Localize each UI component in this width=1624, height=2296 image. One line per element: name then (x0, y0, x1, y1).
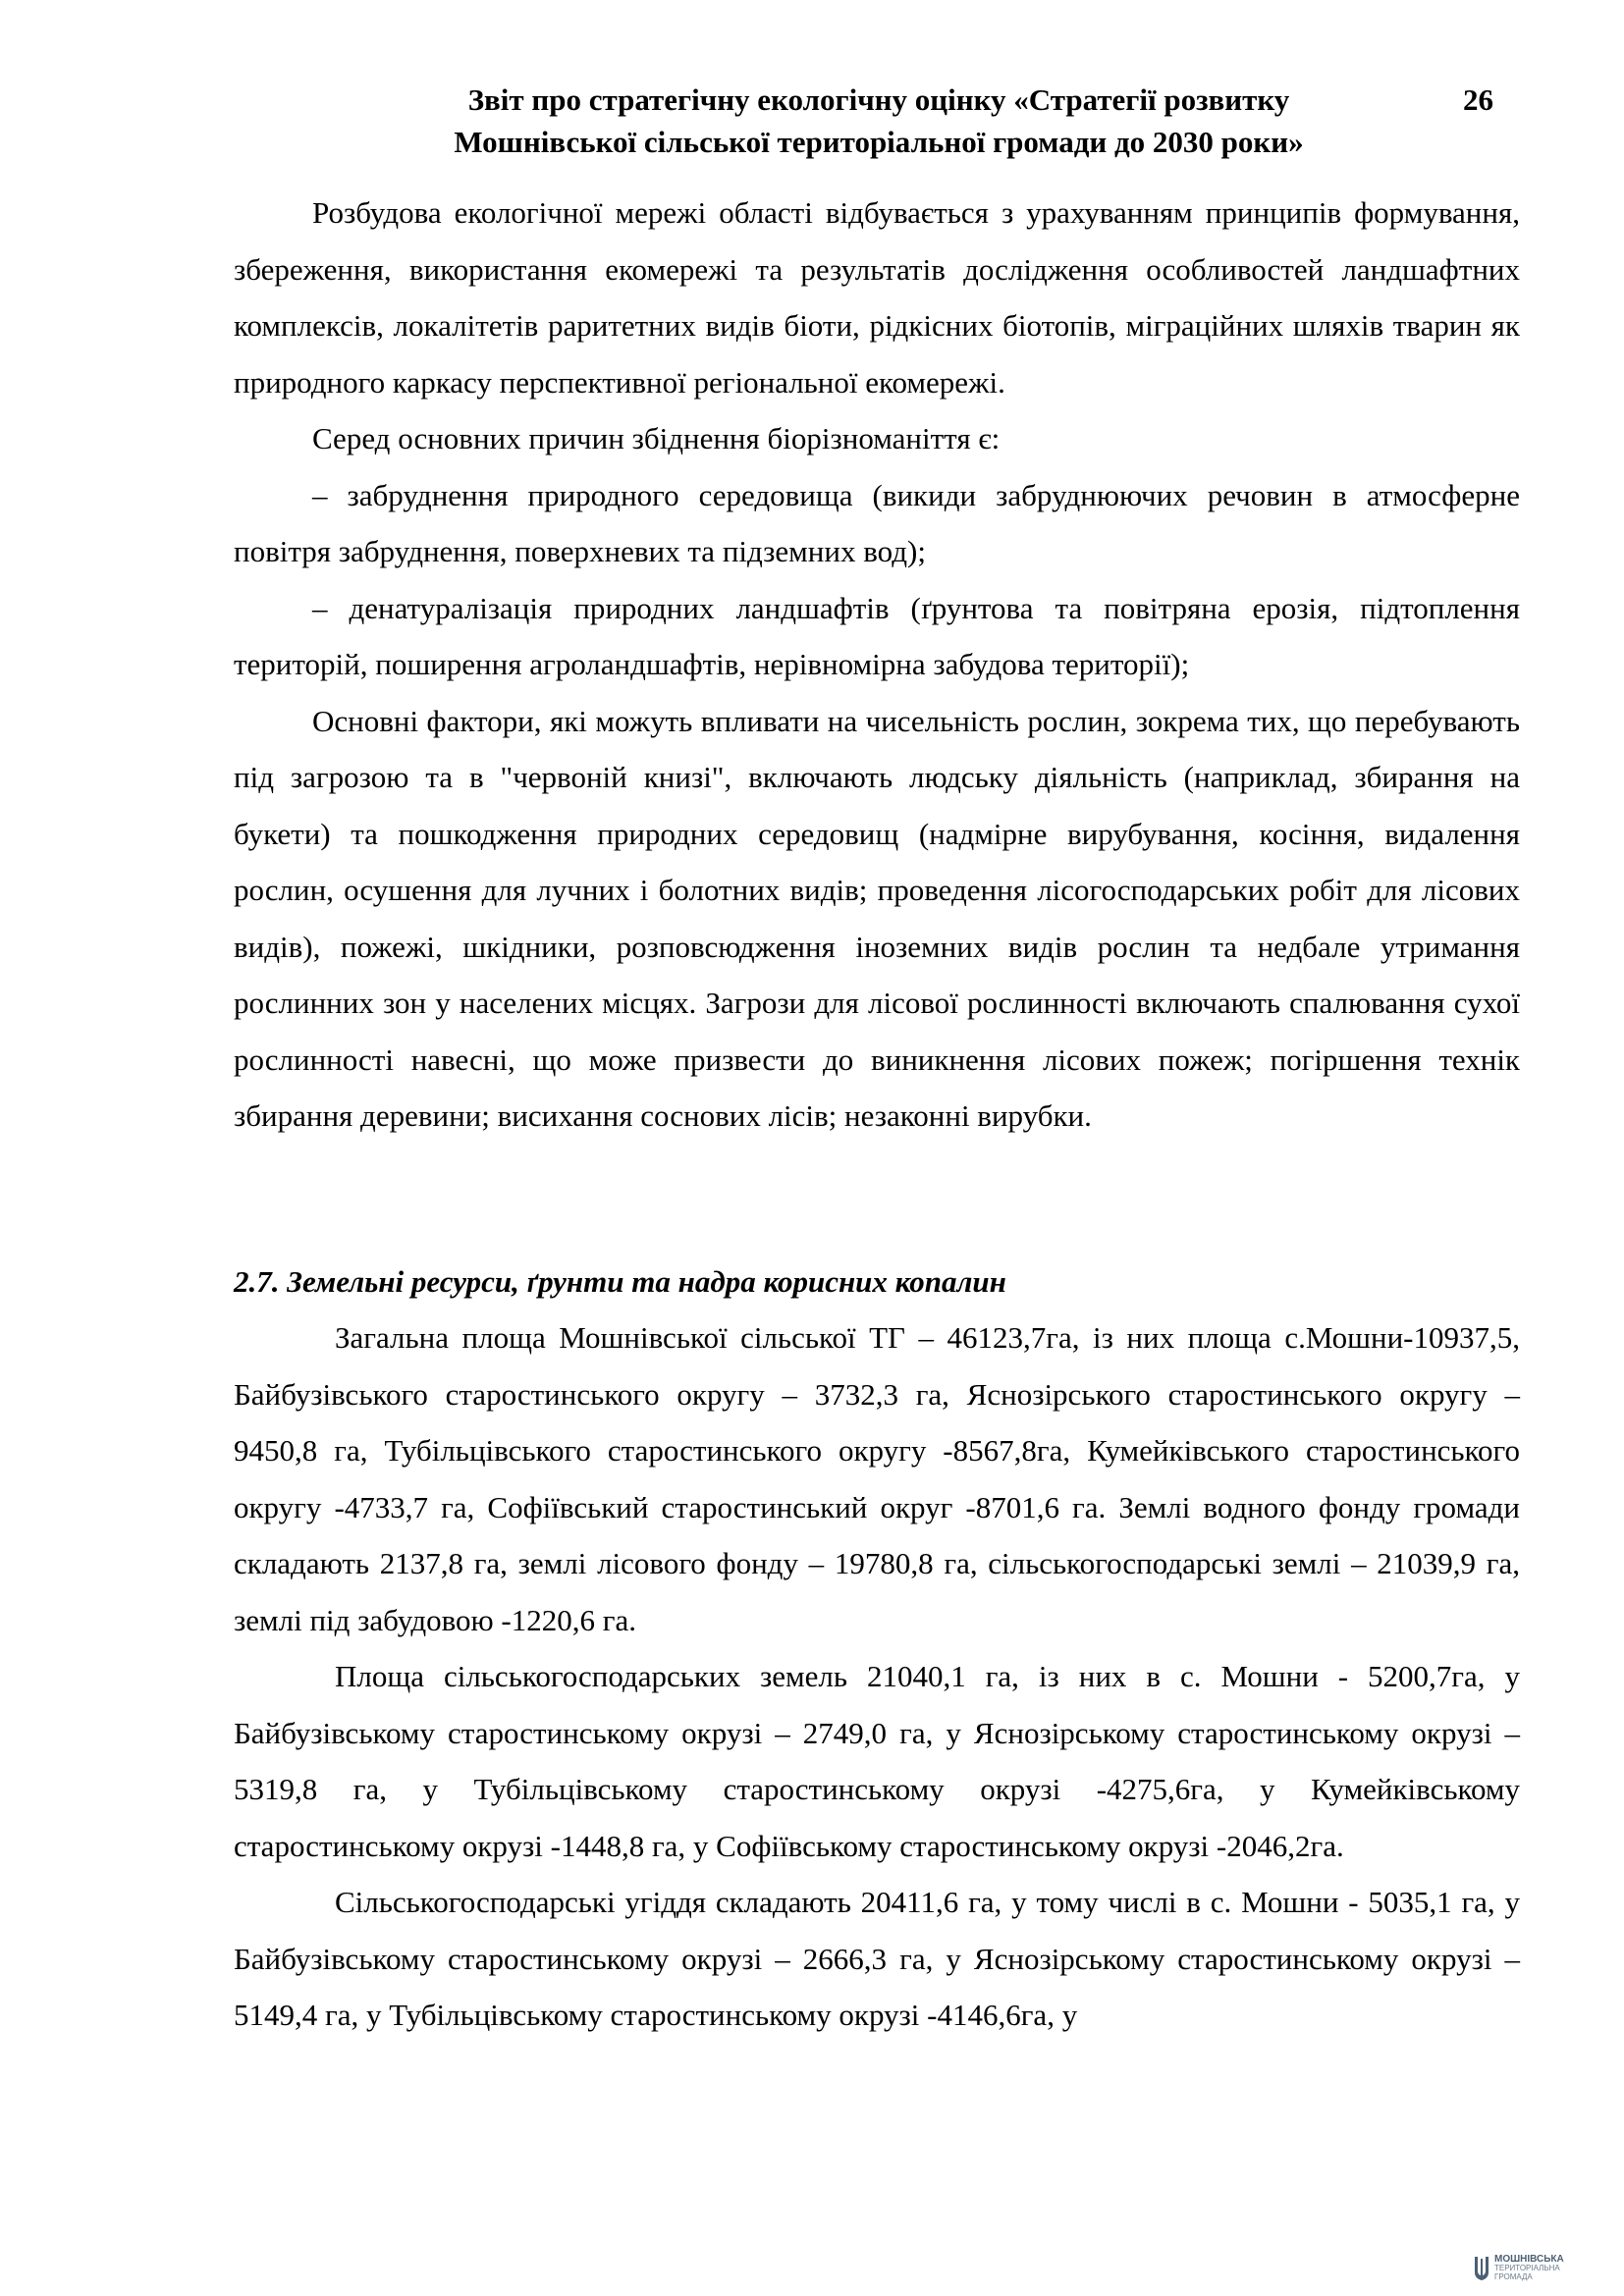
header-title-line2: Мошнівської сільської територіальної громади до 2030 роки» (454, 125, 1304, 159)
paragraph-land-total: Загальна площа Мошнівської сільської ТГ – 46123,7га, із них площа с.Мошни-10937,5, Байбузівського старостинського округу – 3732,3 га, Яснозірського старостинського округу – 9450,8 га, Тубільцівського старостинського округу -8567,8га, Кумейківського старостинського округу -4733,7 га, Софіївський старостинський округ -8701,6 га. Землі водного фонду громади складають 2137,8 га, землі лісового фонду – 19780,8 га, сільськогосподарські землі – 21039,9 га, землі під забудовою -1220,6 га. (234, 1320, 1520, 1637)
paragraph-causes-intro: Серед основних причин збіднення біорізноманіття є: (312, 421, 1001, 455)
paragraph-eco-network: Розбудова екологічної мережі області відбувається з урахуванням принципів формування, збереження, використання екомережі та результатів дослідження особливостей ландшафтних комплексів, локалітетів раритетних видів біоти, рідкісних біотопів, міграційних шляхів тварин як природного каркасу перспективної регіональної екомережі. (234, 195, 1520, 400)
header-title-line1: Звіт про стратегічну екологічну оцінку «Стратегії розвитку (467, 82, 1290, 117)
paragraph-agri-holdings: Сільськогосподарські угіддя складають 20411,6 га, у тому числі в с. Мошни - 5035,1 га, у Байбузівському старостинському окрузі – 2666,3 га, у Яснозірському старостинському окрузі – 5149,4 га, у Тубільцівському старостинському окрузі -4146,6га, у (234, 1885, 1520, 2032)
document-body (234, 185, 1520, 2044)
community-logo (1473, 2253, 1564, 2282)
logo-text (1494, 2255, 1564, 2281)
page-number: 26 (1463, 82, 1493, 117)
trident-emblem-icon (1473, 2253, 1490, 2282)
paragraph-factors: Основні фактори, які можуть впливати на чисельність рослин, зокрема тих, що перебувають під загрозою та в "червоній книзі", включають людську діяльність (наприклад, збирання на букети) та пошкодження природних середовищ (надмірне вирубування, косіння, видалення рослин, осушення для лучних і болотних видів; проведення лісогосподарських робіт для лісових видів), пожежі, шкідники, розповсюдження іноземних видів рослин та недбале утримання рослинних зон у населених місцях. Загрози для лісової рослинності включають спалювання сухої рослинності навесні, що може призвести до виникнення лісових пожеж; погіршення технік збирання деревини; висихання соснових лісів; незаконні вирубки. (234, 703, 1520, 1133)
logo-line3: ГРОМАДА (1494, 2271, 1533, 2281)
section-heading: 2.7. Земельні ресурси, ґрунти та надра корисних копалин (234, 1263, 1006, 1299)
logo-line2: ТЕРИТОРІАЛЬНА (1494, 2263, 1560, 2272)
paragraph-agri-land: Площа сільськогосподарських земель 21040,1 га, із них в с. Мошни - 5200,7га, у Байбузівському старостинському окрузі – 2749,0 га, у Яснозірському старостинському окрузі – 5319,8 га, у Тубільцівському старостинському окрузі -4275,6га, у Кумейківському старостинському окрузі -1448,8 га, у Софіївському старостинському окрузі -2046,2га. (234, 1659, 1520, 1863)
list-item-cause-1: – забруднення природного середовища (викиди забруднюючих речовин в атмосферне повітря забруднення, поверхневих та підземних вод); (234, 477, 1520, 568)
logo-line1: МОШНІВСЬКА (1494, 2253, 1564, 2265)
list-item-cause-2: – денатуралізація природних ландшафтів (ґрунтова та повітряна ерозія, підтоплення територій, поширення агроландшафтів, нерівномірна забудова території); (234, 590, 1520, 681)
page-header (373, 79, 1384, 163)
